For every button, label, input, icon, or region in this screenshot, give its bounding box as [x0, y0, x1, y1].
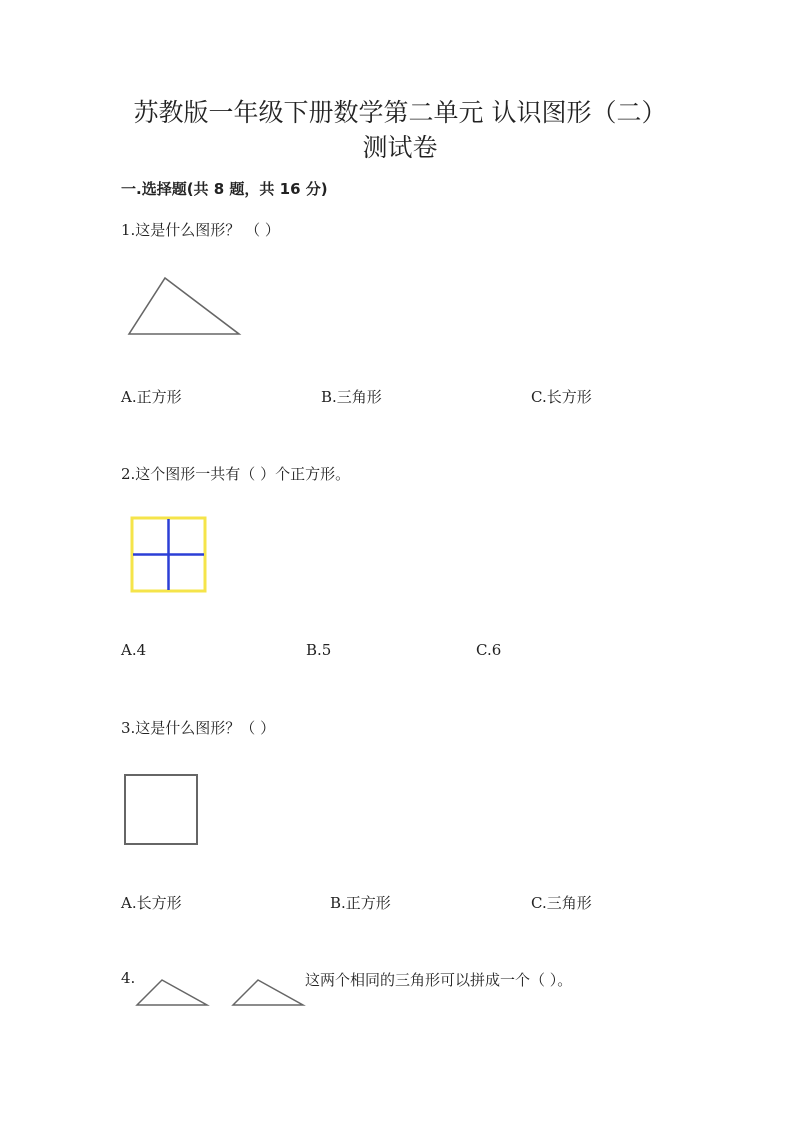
question-4-text: 这两个相同的三角形可以拼成一个（ ）。	[305, 971, 573, 989]
triangle-shape	[233, 980, 303, 1005]
question-2-text: 2.这个图形一共有（ ）个正方形。	[121, 465, 351, 483]
question-2-option-b[interactable]: B.5	[306, 641, 332, 659]
page-title: 苏教版一年级下册数学第二单元 认识图形（二）	[133, 98, 667, 127]
question-4-triangle-left	[133, 976, 213, 1010]
question-3-square-figure	[122, 772, 202, 847]
page-subtitle: 测试卷	[362, 133, 438, 162]
question-2-grid-figure	[130, 516, 208, 594]
question-3-option-a[interactable]: A.长方形	[121, 894, 182, 912]
triangle-shape	[137, 980, 207, 1005]
question-1-option-a[interactable]: A.正方形	[121, 388, 182, 406]
question-1-option-c[interactable]: C.长方形	[531, 388, 592, 406]
question-3-option-c[interactable]: C.三角形	[531, 894, 592, 912]
question-1-triangle-figure	[125, 275, 245, 340]
question-3-text: 3.这是什么图形？（ ）	[121, 719, 276, 737]
question-4-triangle-right	[229, 976, 309, 1010]
question-1-option-b[interactable]: B.三角形	[321, 388, 382, 406]
triangle-shape	[129, 278, 239, 334]
question-2-option-a[interactable]: A.4	[121, 641, 147, 659]
section-heading: 一.选择题(共 8 题，共 16 分)	[121, 180, 328, 198]
question-1-text: 1.这是什么图形？ （ ）	[121, 221, 280, 239]
question-2-option-c[interactable]: C.6	[476, 641, 502, 659]
question-4-number: 4.	[121, 969, 136, 987]
question-3-option-b[interactable]: B.正方形	[330, 894, 391, 912]
square-shape	[125, 775, 197, 844]
